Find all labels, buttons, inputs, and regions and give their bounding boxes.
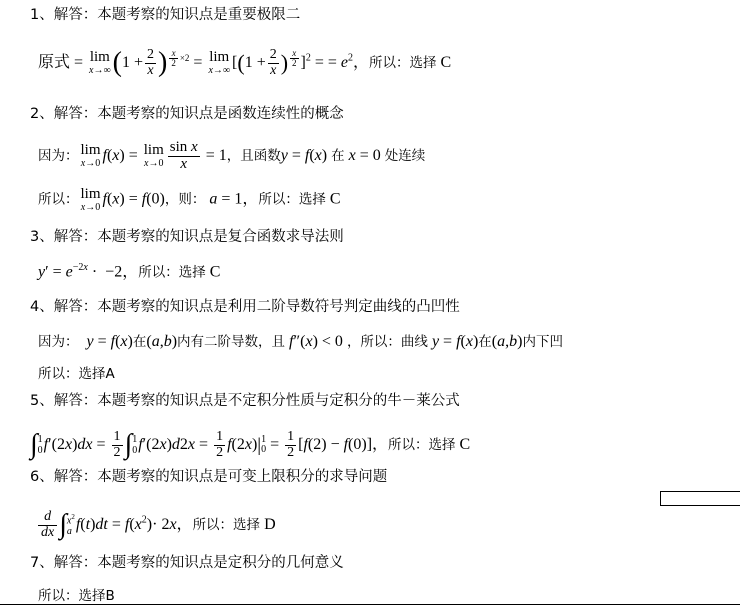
q4-then-label: ，所以：曲线	[346, 334, 428, 350]
fraction-one-half: $\frac{1}{2}$	[113, 429, 121, 460]
fraction-sinx-over-x: $\frac{\text{sin x}}{x}$	[169, 139, 198, 172]
integral-icon: ∫	[30, 429, 38, 461]
formula-label: 原式	[38, 53, 71, 71]
item-1-answer: C	[440, 53, 452, 71]
integral-limits: 1 0	[37, 434, 43, 457]
because-label: 因为：	[38, 147, 79, 164]
limit-operator: lim x→∞	[89, 49, 111, 77]
item-5-heading: 5、解答：本题考察的知识点是不定积分性质与定积分的牛－莱公式	[30, 393, 460, 409]
integral-icon-3: ∫	[59, 509, 67, 541]
item-4-answer-line	[38, 368, 115, 382]
page-edge-mark-top	[660, 491, 740, 492]
item-7-answer-line	[38, 590, 115, 604]
therefore-choose-label-2: 所以：选择	[38, 588, 106, 604]
page-edge-mark-bottom	[660, 505, 740, 506]
item-3-answer: C	[209, 263, 221, 281]
item-3-formula: $y' = e^{-2x} \cdot -2$，所以：选择 C	[38, 262, 221, 281]
fraction-one-half-2: $\frac{1}{2}$	[216, 429, 224, 460]
integral-limits-3: $x^2$ a	[66, 512, 75, 537]
because-label-2: 因为：	[38, 334, 79, 350]
fraction-2-over-x: $\frac{2}{x}$	[147, 47, 154, 78]
limit-operator-2: lim x→∞	[208, 49, 231, 77]
therefore-label: 所以：	[38, 191, 79, 208]
fraction-one-half-3: $\frac{1}{2}$	[287, 429, 295, 460]
continuous-label: 处连续	[384, 147, 426, 164]
item-2-formula-line1: 因为： lim x→0 f(x) = lim x→0 $\frac{\text{sin x}}{x}$ = 1，且函数y = f(x) 在 x = 0 处连续	[38, 139, 426, 172]
q4-mid-label: 内有二阶导数，且	[177, 334, 286, 350]
derivative-operator: $\frac{d}{dx}$	[38, 510, 57, 540]
and-function-label: ，且函数	[226, 147, 281, 164]
integral-icon-2: ∫	[124, 429, 133, 461]
item-4-answer: A	[105, 366, 115, 382]
item-4-formula-line1: 因为： y = f(x)在(a,b)内有二阶导数，且 f″(x) < 0 ，所以：曲线 y = f(x)在(a,b)内下凹	[38, 333, 563, 350]
item-5-formula: ∫ 1 0 f′(2x)dx = $\frac{1}{2}$ ∫ 1 0 f′(2x)d2x = $\frac{1}{2}$ f(2x)| 1 0 = $\frac{1}{2}$ [f(2) − f(0)]，所以：选择 C	[30, 429, 471, 461]
page-edge-mark-left	[660, 491, 661, 505]
item-2-answer: C	[329, 190, 341, 208]
then-label: ，则：	[164, 191, 206, 208]
item-1-heading: 1、解答：本题考察的知识点是重要极限二	[30, 7, 301, 23]
item-6-formula: $\frac{d}{dx}$ ∫ $x^2$ a $f(t)dt = f(x^2)\cdot 2x$，所以：选择 D	[38, 510, 276, 540]
evaluation-limits: 1 0	[261, 433, 267, 456]
limit-operator-4: lim x→0	[143, 142, 164, 170]
item-3-heading: 3、解答：本题考察的知识点是复合函数求导法则	[30, 229, 344, 245]
item-6-heading: 6、解答：本题考察的知识点是可变上限积分的求导问题	[30, 469, 388, 485]
limit-operator-3: lim x→0	[80, 142, 101, 170]
item-5-answer: C	[459, 435, 471, 453]
therefore-choose-label: 所以：选择	[38, 366, 106, 382]
item-7-answer: B	[105, 588, 115, 604]
fraction-2-over-x-2: $\frac{2}{x}$	[269, 47, 277, 78]
limit-operator-5: lim x→0	[80, 186, 101, 213]
item-1-formula: 原式 = lim x→∞ (1 + $\frac{2}{x}$ ) $^{\frac{x}{2} \times 2}$ = lim x→∞ [(1 + $\frac{2}{x}$ ) $^{\frac{x}{2}}$ ]$^2$ = = $e^2$，所以：选择 C	[38, 46, 452, 78]
integral-limits-2: 1 0	[132, 434, 138, 457]
item-2-formula-line2: 所以： lim x→0 f(x) = f(0)，则： a = 1，所以：选择 C	[38, 186, 341, 213]
item-7-heading: 7、解答：本题考察的知识点是定积分的几何意义	[30, 555, 344, 571]
q4-tail-label: 内下凹	[522, 334, 563, 350]
at-label: 在	[331, 147, 345, 164]
item-6-answer: D	[264, 515, 276, 533]
item-2-heading: 2、解答：本题考察的知识点是函数连续性的概念	[30, 106, 344, 122]
item-4-heading: 4、解答：本题考察的知识点是利用二阶导数符号判定曲线的凸凹性	[30, 299, 460, 315]
